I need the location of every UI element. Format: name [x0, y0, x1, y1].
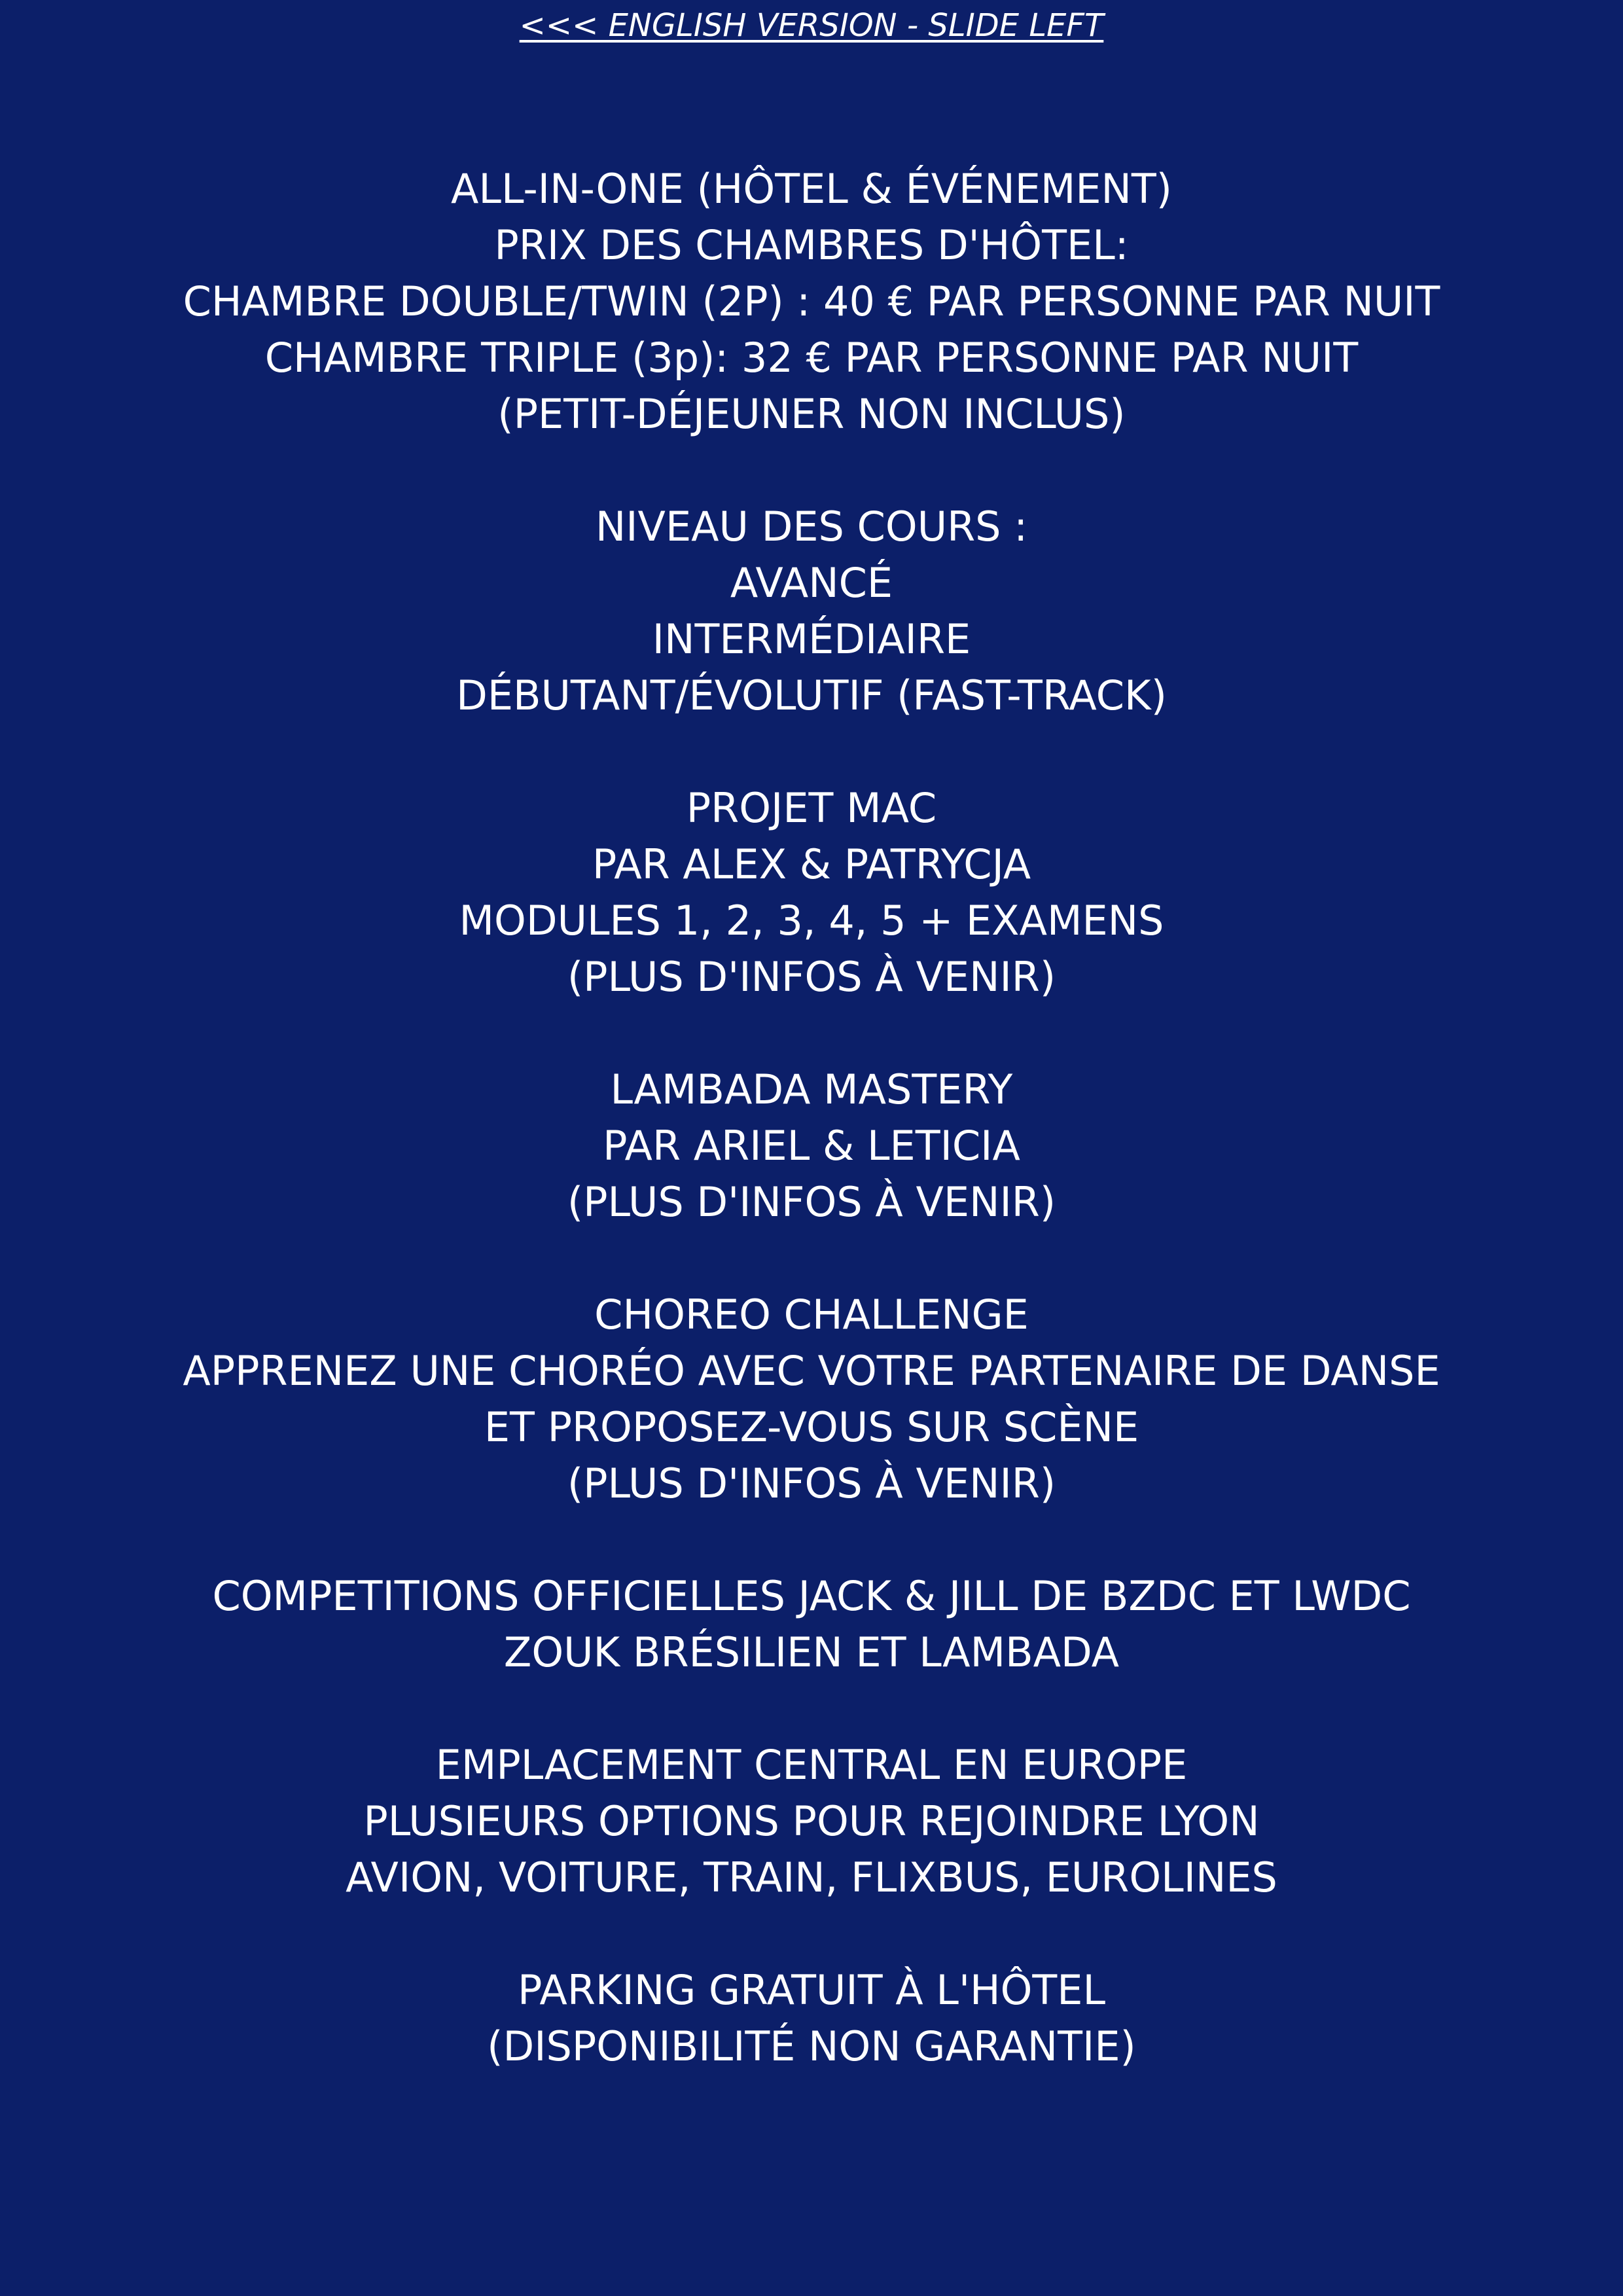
info-line: CHOREO CHALLENGE: [594, 1291, 1029, 1338]
info-line: CHAMBRE TRIPLE (3p): 32 € PAR PERSONNE PAR NUIT: [264, 334, 1359, 382]
levels-block: [0, 499, 1623, 724]
location-block: [0, 1737, 1623, 1906]
parking-block: [0, 1962, 1623, 2075]
info-line: ALL-IN-ONE (HÔTEL & ÉVÉNEMENT): [451, 165, 1172, 213]
choreo-challenge-block: [0, 1287, 1623, 1512]
info-line: ET PROPOSEZ-VOUS SUR SCÈNE: [484, 1403, 1139, 1451]
info-line: LAMBADA MASTERY: [610, 1066, 1013, 1113]
info-line: PROJET MAC: [686, 784, 937, 832]
info-line: PARKING GRATUIT À L'HÔTEL: [517, 1966, 1106, 2014]
info-line: PRIX DES CHAMBRES D'HÔTEL:: [494, 221, 1129, 269]
info-line: COMPETITIONS OFFICIELLES JACK & JILL DE BZDC ET LWDC: [212, 1572, 1411, 1620]
info-line: AVION, VOITURE, TRAIN, FLIXBUS, EUROLINES: [346, 1854, 1277, 1901]
competitions-block: [0, 1568, 1623, 1681]
info-line: NIVEAU DES COURS :: [595, 503, 1028, 550]
info-line: (PLUS D'INFOS À VENIR): [567, 953, 1056, 1001]
info-line: ZOUK BRÉSILIEN ET LAMBADA: [503, 1628, 1120, 1676]
info-line: (PETIT-DÉJEUNER NON INCLUS): [497, 390, 1126, 438]
english-version-link[interactable]: <<< ENGLISH VERSION - SLIDE LEFT: [519, 7, 1104, 44]
info-line: PAR ARIEL & LETICIA: [603, 1122, 1020, 1170]
info-line: APPRENEZ UNE CHORÉO AVEC VOTRE PARTENAIRE DE DANSE: [183, 1347, 1440, 1395]
info-line: EMPLACEMENT CENTRAL EN EUROPE: [435, 1741, 1188, 1789]
info-line: PLUSIEURS OPTIONS POUR REJOINDRE LYON: [363, 1797, 1260, 1845]
info-line: DÉBUTANT/ÉVOLUTIF (FAST-TRACK): [456, 672, 1167, 719]
info-line: (PLUS D'INFOS À VENIR): [567, 1178, 1056, 1226]
info-line: AVANCÉ: [730, 559, 893, 607]
info-line: (DISPONIBILITÉ NON GARANTIE): [487, 2022, 1136, 2070]
hotel-block: [0, 161, 1623, 442]
info-line: INTERMÉDIAIRE: [652, 615, 971, 663]
info-line: PAR ALEX & PATRYCJA: [592, 840, 1031, 888]
info-content: [0, 161, 1623, 2131]
mac-project-block: [0, 780, 1623, 1005]
info-line: (PLUS D'INFOS À VENIR): [567, 1460, 1056, 1507]
info-line: MODULES 1, 2, 3, 4, 5 + EXAMENS: [459, 897, 1164, 944]
lambada-mastery-block: [0, 1062, 1623, 1230]
info-line: CHAMBRE DOUBLE/TWIN (2P) : 40 € PAR PERSONNE PAR NUIT: [183, 278, 1440, 325]
